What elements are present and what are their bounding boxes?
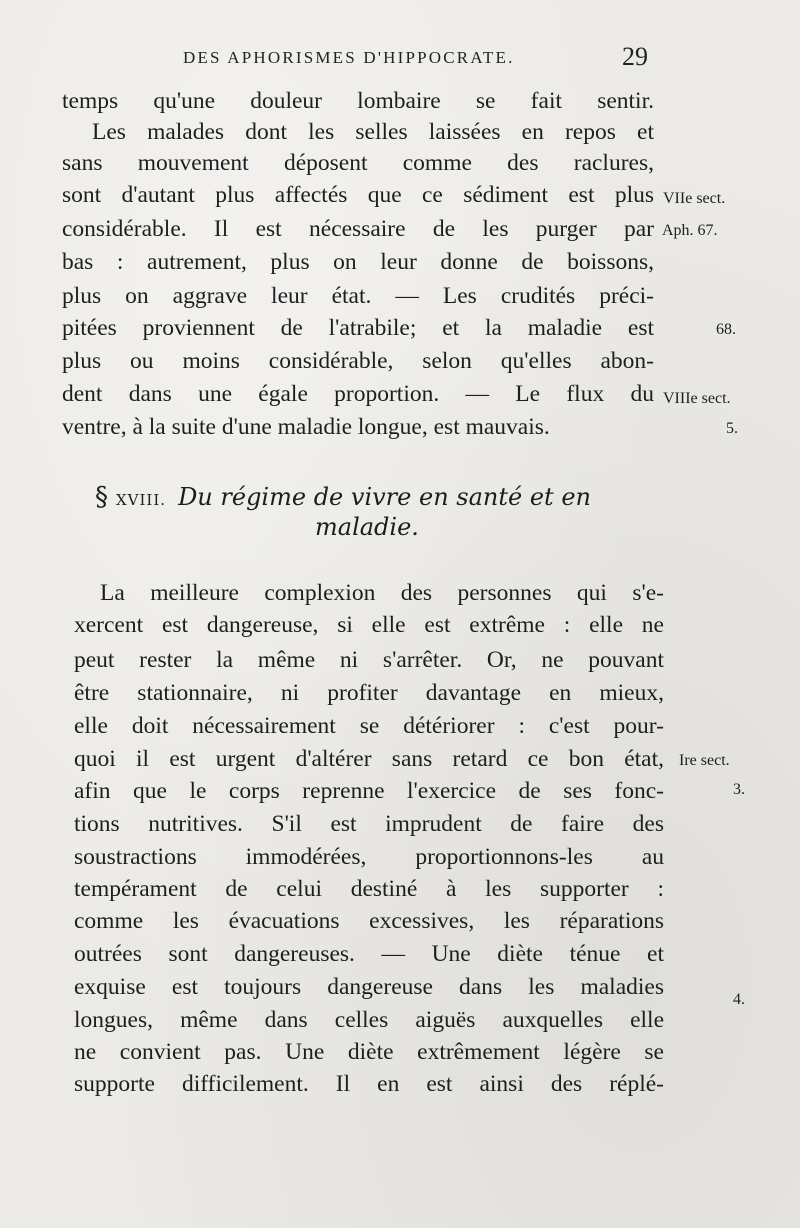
text-line: bas : autrement, plus on leur donne de boissons, — [62, 249, 654, 275]
margin-note-section: Ire sect. — [679, 752, 730, 769]
section-title-continuation: maladie. — [315, 513, 419, 541]
margin-note-aphorism: 68. — [716, 321, 736, 338]
section-number: XVIII. — [116, 491, 167, 509]
text-line: longues, même dans celles aiguës auxquelles elle — [74, 1007, 664, 1033]
text-line: sans mouvement déposent comme des raclures, — [62, 150, 654, 176]
text-line: temps qu'une douleur lombaire se fait sentir. — [62, 88, 654, 114]
text-line: Les malades dont les selles laissées en repos et — [92, 119, 654, 145]
page-number: 29 — [622, 42, 648, 71]
text-line: elle doit nécessairement se détériorer : c'est pour- — [74, 713, 664, 739]
margin-note-aphorism: 3. — [733, 781, 745, 798]
text-line: ne convient pas. Une diète extrêmement légère se — [74, 1039, 664, 1065]
text-line: outrées sont dangereuses. — Une diète ténue et — [74, 941, 664, 967]
section-title: Du régime de vivre en santé et en — [178, 483, 591, 511]
text-line: sont d'autant plus affectés que ce sédiment est plus — [62, 182, 654, 208]
text-line: La meilleure complexion des personnes qui s'e- — [100, 580, 664, 606]
text-line: ventre, à la suite d'une maladie longue, est mauvais. — [62, 414, 550, 440]
text-line: afin que le corps reprenne l'exercice de ses fonc- — [74, 778, 664, 804]
text-line: plus on aggrave leur état. — Les crudités préci- — [62, 283, 654, 309]
margin-note-section: VIIe sect. — [663, 190, 726, 207]
section-heading — [95, 482, 591, 512]
text-line: pitées proviennent de l'atrabile; et la maladie est — [62, 315, 654, 341]
margin-note-aphorism: 5. — [726, 420, 738, 437]
text-line: tions nutritives. S'il est imprudent de faire des — [74, 811, 664, 837]
margin-note-aphorism: Aph. 67. — [662, 222, 718, 239]
text-line: peut rester la même ni s'arrêter. Or, ne pouvant — [74, 647, 664, 673]
text-line: plus ou moins considérable, selon qu'elles abon- — [62, 348, 654, 374]
margin-note-section: VIIIe sect. — [663, 390, 731, 407]
margin-note-aphorism: 4. — [733, 991, 745, 1008]
text-line: être stationnaire, ni profiter davantage en mieux, — [74, 680, 664, 706]
text-line: xercent est dangereuse, si elle est extrême : elle ne — [74, 612, 664, 638]
section-mark: § — [95, 482, 108, 512]
text-line: supporte difficilement. Il en est ainsi des réplé- — [74, 1071, 664, 1097]
text-line: exquise est toujours dangereuse dans les maladies — [74, 974, 664, 1000]
text-line: comme les évacuations excessives, les réparations — [74, 908, 664, 934]
text-line: soustractions immodérées, proportionnons-les au — [74, 844, 664, 870]
text-line: dent dans une égale proportion. — Le flux du — [62, 381, 654, 407]
text-line: tempérament de celui destiné à les supporter : — [74, 876, 664, 902]
text-line: quoi il est urgent d'altérer sans retard ce bon état, — [74, 746, 664, 772]
running-title: DES APHORISMES D'HIPPOCRATE. — [183, 48, 515, 67]
text-line: considérable. Il est nécessaire de les purger par — [62, 216, 654, 242]
